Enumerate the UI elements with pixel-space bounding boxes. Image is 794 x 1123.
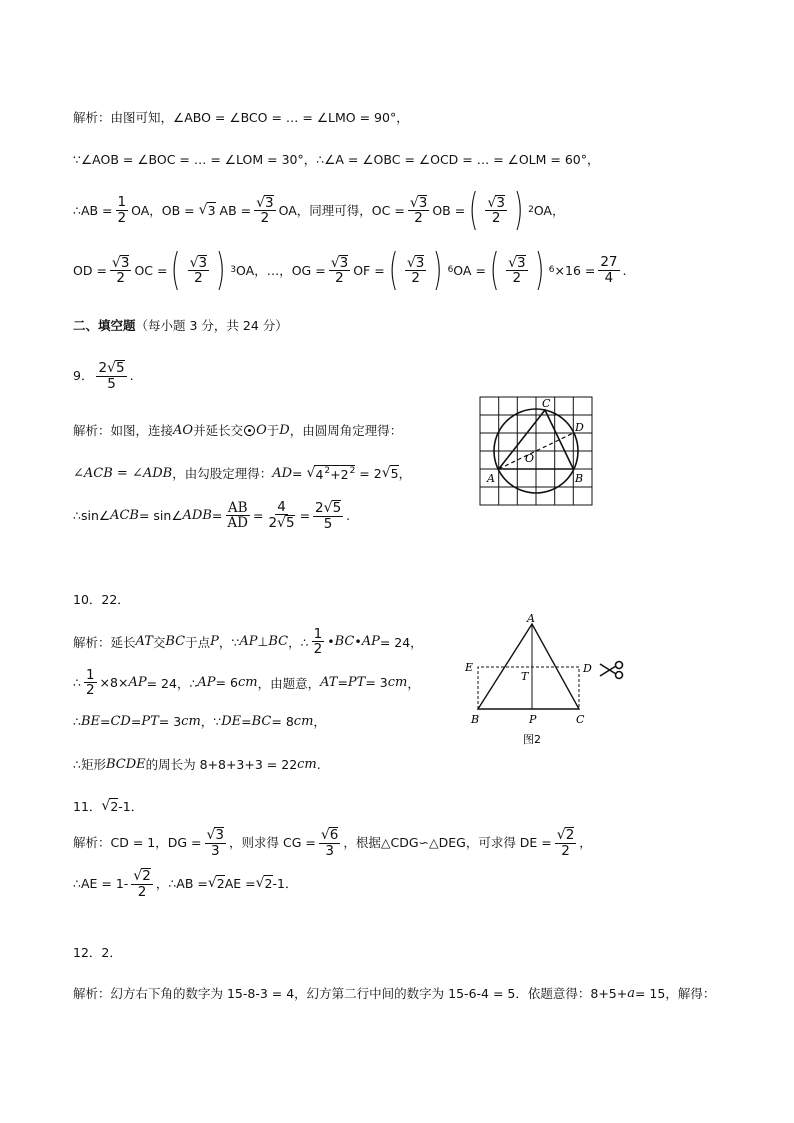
- text: .: [622, 262, 627, 278]
- radicand: 2: [110, 799, 119, 814]
- text: AE =: [224, 875, 256, 891]
- text: ，则求得 CG =: [229, 835, 316, 851]
- circle-symbol-icon: [244, 425, 255, 436]
- radicand: 3: [517, 254, 526, 271]
- fraction: $\frac{1}{2}$: [85, 667, 95, 699]
- denominator: 2: [512, 270, 522, 287]
- denominator: 2: [260, 210, 270, 227]
- text: ，由圆周角定理得：: [289, 423, 403, 438]
- text: ，: [579, 835, 592, 851]
- radical-sign: √: [306, 465, 316, 481]
- exponent: 6: [548, 265, 555, 275]
- fraction: [116, 195, 129, 224]
- numerator: 1: [117, 194, 127, 211]
- math-var: BC: [268, 634, 289, 650]
- parenthesized-power: ( $\frac{√3}{2}$ ) 2: [469, 184, 534, 235]
- text: -1．: [118, 799, 144, 814]
- numerator: 4: [277, 499, 286, 515]
- fraction: [225, 501, 250, 530]
- math-var: AD: [272, 465, 293, 481]
- radicand: 3: [198, 254, 208, 271]
- fraction: $\frac{1}{2}$: [313, 626, 323, 658]
- denominator: 2: [194, 270, 203, 287]
- label-c: C: [542, 397, 551, 410]
- text: =: [241, 713, 252, 729]
- q10-answer: [73, 590, 130, 608]
- math-expr: ∠ACB = ∠ADB: [73, 465, 173, 481]
- explanation-line-4: [73, 244, 627, 295]
- text: ，: [407, 675, 420, 691]
- unit: cm: [293, 713, 314, 729]
- question-number: 11．: [73, 799, 102, 814]
- explanation-line-2: [73, 150, 600, 168]
- label-b: B: [575, 472, 584, 485]
- text: ，: [398, 466, 412, 481]
- rectangle-dashed: [478, 667, 579, 709]
- radicand: 5: [115, 360, 125, 376]
- text: = 15，解得：: [634, 986, 716, 1001]
- section-note: （每小题 3 分，共 24 分）: [135, 318, 288, 333]
- explanation-line-3: [73, 184, 565, 235]
- math-var: AT: [320, 675, 338, 691]
- radicand: 3: [120, 254, 130, 271]
- text: •: [327, 634, 335, 650]
- text: OA，: [533, 203, 565, 218]
- section-title: 二、填空题: [73, 318, 136, 333]
- fraction: [598, 255, 619, 284]
- fraction: $\frac{√6}{3}$: [320, 827, 339, 859]
- numerator: 27: [600, 254, 618, 271]
- label-p: P: [529, 713, 537, 726]
- unit: cm: [387, 675, 408, 691]
- text: = 8: [271, 713, 294, 729]
- text: ∴: [73, 713, 81, 729]
- q11-answer: [73, 797, 143, 815]
- exponent: 6: [447, 265, 454, 275]
- math-var: PT: [141, 713, 159, 729]
- math-var: BC: [334, 634, 355, 650]
- parenthesized-power: ( $\frac{√3}{2}$ ) 6: [388, 244, 454, 295]
- radicand: 3: [415, 254, 425, 271]
- math-var: ADB: [182, 507, 212, 523]
- text: =: [292, 465, 303, 481]
- text: 的周长为 8+8+3+3 = 22: [145, 757, 298, 772]
- text: 解析：幻方右下角的数字为 15-8-3 = 4，幻方第二行中间的数字为 15-6-4 = 5．依题意得：8+5+: [73, 986, 628, 1001]
- parenthesized-power: ( $\frac{√3}{2}$ ) 6: [489, 244, 555, 295]
- section-heading: [73, 316, 288, 334]
- text: =: [337, 675, 348, 691]
- numerator: AB: [227, 499, 248, 516]
- math-var: D: [279, 422, 290, 438]
- exponent: 2: [528, 205, 534, 215]
- question-number: 12．2．: [73, 945, 122, 960]
- text: ，根据△CDG∽△DEG，可求得 DE =: [343, 835, 552, 851]
- unit: cm: [181, 713, 201, 729]
- text: = 6: [215, 675, 238, 691]
- radicand: 2: [264, 876, 273, 892]
- math-var: AP: [197, 675, 216, 691]
- math-var: BCDE: [105, 756, 146, 772]
- exponent: 3: [230, 265, 237, 275]
- denominator: 4: [604, 269, 614, 286]
- q10-triangle-figure: [455, 612, 630, 747]
- unit: cm: [237, 675, 258, 691]
- text: ×16 =: [554, 262, 596, 278]
- fraction: $\frac{√3}{3}$: [206, 827, 225, 859]
- q11-explanation-1: [73, 827, 592, 858]
- text: = sin∠: [138, 507, 183, 523]
- label-t: T: [521, 670, 529, 683]
- math-var: O: [256, 422, 267, 438]
- text: OA，…，OG =: [236, 263, 326, 278]
- radicand: 3: [339, 254, 349, 271]
- text: =: [211, 507, 223, 523]
- denominator: 2: [411, 270, 420, 287]
- q9-explanation-3: [73, 500, 350, 531]
- text: ∴sin∠: [73, 507, 111, 523]
- denominator: 2: [117, 209, 127, 226]
- text: 解析：CD = 1，DG =: [73, 835, 202, 851]
- text: ∴: [73, 675, 81, 691]
- radicand: 3: [265, 194, 274, 211]
- radicand: $4^2+2^2$: [315, 465, 356, 482]
- text: ∴AB =: [73, 202, 113, 218]
- text: 并延长交: [193, 423, 244, 438]
- figure-caption: 图2: [523, 733, 541, 746]
- label-d: D: [583, 662, 592, 675]
- text: ，∴AB =: [155, 876, 208, 892]
- text: =: [299, 507, 311, 523]
- denominator: 2: [414, 210, 423, 227]
- q12-explanation-1: [73, 984, 715, 1002]
- label-c: C: [576, 713, 585, 726]
- text: .: [129, 367, 134, 383]
- fraction: $\frac{√3}{2}$: [409, 194, 428, 227]
- text: = 3: [365, 675, 388, 691]
- math-var: AO: [173, 422, 194, 438]
- text: 于点: [185, 634, 211, 650]
- fraction: $\frac{√2}{2}$: [133, 868, 151, 900]
- text: .: [316, 756, 321, 772]
- math-var: PT: [347, 675, 366, 691]
- text: -1．: [272, 876, 298, 892]
- text: =: [100, 713, 111, 729]
- q10-explanation-4: [73, 755, 321, 773]
- math-var: AP: [361, 634, 380, 650]
- math-var: DE: [221, 713, 242, 729]
- radicand: 2: [216, 876, 225, 892]
- text: 于: [266, 423, 280, 438]
- radical-sign: √: [198, 202, 208, 218]
- q9-explanation-1: [73, 421, 402, 439]
- text: 交: [152, 634, 166, 650]
- text: ∴AE = 1-: [73, 875, 129, 891]
- denominator: 5: [107, 375, 116, 392]
- fraction: $\frac{√3}{2}$: [111, 254, 130, 287]
- text: ×8×: [99, 675, 129, 691]
- coefficient: 2: [98, 360, 108, 376]
- question-number: 10．22．: [73, 592, 130, 607]
- text: ，∴: [288, 634, 309, 650]
- math-var: AP: [239, 634, 258, 650]
- radical-sign: √: [101, 798, 111, 814]
- math-var: BC: [165, 634, 186, 650]
- text: OF =: [353, 262, 385, 278]
- question-number: 9．: [73, 368, 94, 384]
- text: ，: [313, 714, 326, 729]
- text: OA，OB =: [131, 203, 195, 218]
- q9-explanation-2: [73, 464, 411, 482]
- label-a: A: [527, 612, 535, 625]
- math-var: BC: [251, 713, 272, 729]
- math-var: AP: [128, 675, 147, 691]
- label-a: A: [487, 472, 495, 485]
- denominator: 2: [335, 270, 344, 287]
- q10-explanation-2: [73, 668, 420, 697]
- q11-explanation-2: [73, 868, 297, 899]
- radicand: 3: [496, 194, 505, 211]
- scissors-icon: [600, 662, 623, 679]
- text: OD =: [73, 262, 107, 278]
- label-o: O: [525, 452, 535, 465]
- radical-sign: √: [207, 875, 217, 892]
- fraction: $\frac{4}{2√5}$: [268, 499, 295, 532]
- text: AB =: [219, 202, 252, 218]
- text: 解析：如图，连接: [73, 423, 174, 438]
- label-b: B: [471, 713, 480, 726]
- parenthesized-power: ( $\frac{√3}{2}$ ) 3: [171, 244, 237, 295]
- fraction: $\frac{2√5}{5}$: [315, 500, 342, 532]
- fraction: $\frac{√3}{2}$: [330, 254, 349, 287]
- math-var: a: [627, 985, 635, 1001]
- radicand: 5: [390, 466, 399, 481]
- label-d: D: [575, 421, 584, 434]
- text: = 24，∴: [146, 675, 198, 691]
- text: ，由题意，: [257, 675, 321, 691]
- q9-grid-figure: [478, 395, 594, 508]
- denominator: 2: [116, 270, 125, 287]
- label-e: E: [465, 661, 474, 674]
- q12-answer: [73, 943, 122, 961]
- text: 解析：由图可知，∠ABO = ∠BCO = … = ∠LMO = 90°，: [73, 110, 409, 125]
- text: =: [130, 713, 142, 729]
- denominator: 5: [323, 515, 333, 532]
- text: ，∵: [218, 634, 240, 650]
- q9-answer: [73, 360, 134, 391]
- math-var: ACB: [110, 507, 139, 523]
- unit: cm: [297, 756, 317, 772]
- text: ∴矩形: [73, 757, 106, 772]
- text: ，由勾股定理得：: [172, 466, 273, 481]
- text: .: [346, 507, 351, 523]
- explanation-line-1: [73, 108, 409, 126]
- radical-sign: √: [381, 465, 391, 481]
- text: ∵∠AOB = ∠BOC = … = ∠LOM = 30°，∴∠A = ∠OBC = ∠OCD = … = ∠OLM = 60°，: [73, 152, 600, 167]
- math-var: AT: [135, 634, 153, 650]
- text: OA，同理可得，OC =: [278, 203, 405, 218]
- text: = 3: [158, 713, 182, 729]
- text: =: [252, 507, 264, 523]
- radicand: 3: [207, 203, 216, 218]
- denominator: AD: [227, 514, 248, 531]
- radicand: 3: [418, 194, 428, 211]
- math-var: P: [210, 634, 219, 650]
- fraction: $\frac{√2}{2}$: [556, 827, 575, 859]
- text: OC =: [134, 262, 168, 278]
- fraction: $\frac{2√5}{5}$: [98, 360, 125, 392]
- math-var: BE: [80, 713, 100, 729]
- text: ，∵: [200, 714, 222, 729]
- math-var: CD: [110, 713, 131, 729]
- q10-explanation-3: [73, 712, 326, 730]
- text: •: [354, 634, 362, 650]
- text: 解析：延长: [73, 634, 136, 650]
- radical-sign: √: [255, 875, 265, 892]
- q10-explanation-1: [73, 627, 423, 656]
- text: ⊥: [257, 634, 269, 650]
- text: = 2: [359, 465, 382, 481]
- denominator: 2: [491, 210, 501, 227]
- fraction: $\frac{√3}{2}$: [256, 194, 274, 227]
- text: OA =: [453, 262, 486, 278]
- text: = 24，: [379, 634, 423, 650]
- text: OB =: [432, 202, 466, 218]
